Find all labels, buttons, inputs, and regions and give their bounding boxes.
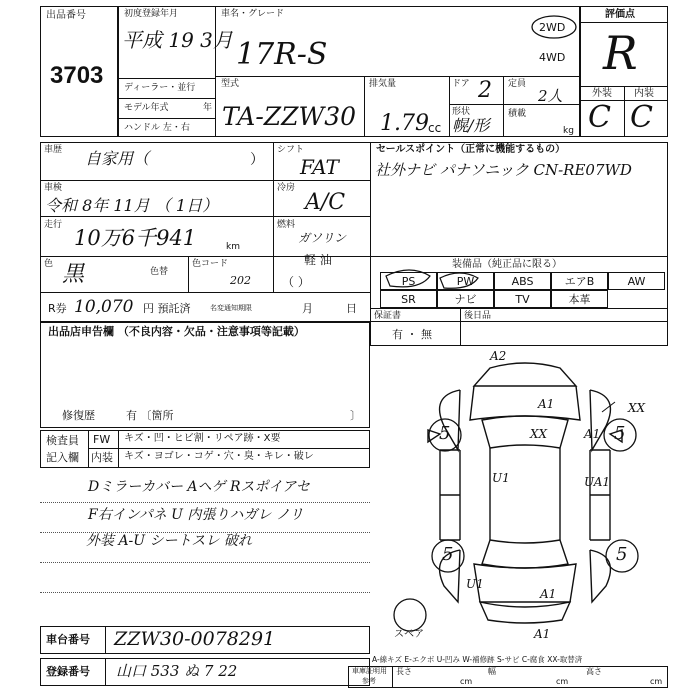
disp-label: 排気量 [369,79,397,89]
tire-rl: 5 [442,544,454,565]
day-label: 日 [346,302,357,315]
shift-value: FAT [300,155,339,179]
dealer-label: ディーラー・並行 [124,83,196,93]
equip-airbag: エアB [551,272,608,290]
ext-value: C [588,100,611,135]
int-inspect-label: 内装 [91,451,113,464]
recycle-label: R券 [48,302,67,315]
history-label: 車歴 [44,145,63,155]
drive-2wd: 2WD [539,21,566,34]
sales-point-label: セールスポイント（正常に機能するもの） [376,144,566,155]
warranty-value: 有 ・ 無 [392,328,432,341]
equip-label: 装備品（純正品に限る） [452,259,562,270]
car-name-value: 17R-S [236,37,328,72]
spare-tire-icon [394,599,426,631]
length-label: 長さ [396,667,412,676]
drive-4wd: 4WD [539,51,566,64]
load-label: 積載 [508,109,527,119]
equip-tv: TV [494,290,551,308]
mark-left-rear: U1 [466,577,484,591]
mileage-unit: km [226,242,240,252]
ac-value: A/C [305,190,346,215]
width-cm: cm [556,677,569,686]
color-value: 黒 [62,262,85,287]
inspector-label: 検査員 [46,434,79,447]
car-diagram [400,350,650,640]
capacity-value: 2人 [538,87,563,105]
mark-rear-bumper: A1 [534,627,551,641]
color-label: 色 [44,259,54,269]
ref-label: 参考 [362,677,376,685]
history-close: ） [250,152,264,168]
type-label: 型式 [221,79,240,89]
recycle-unit: 円 預託済 [143,302,191,315]
ext-label: 外装 [592,88,612,99]
color-code-label: 色コード [192,259,229,269]
mark-right-door: UA1 [584,475,611,489]
lot-number: 3703 [50,62,104,89]
tire-rr: 5 [616,544,628,565]
door-value: 2 [478,78,492,103]
sales-point-value: 社外ナビ パナソニック CN-RE07WD [375,161,632,179]
model-year-label: モデル年式 [124,103,169,113]
lot-label: 出品番号 [46,10,86,21]
fuel-value: ガソリン [298,231,347,245]
color-code-value: 202 [230,274,251,287]
mark-hood: A1 [538,397,555,411]
mark-trunk: A1 [540,587,557,601]
history-value: 自家用（ [85,149,150,168]
disp-value: 1.79 [380,111,429,136]
model-year-unit: 年 [203,103,213,113]
equip-navi: ナビ [437,290,494,308]
recolor-label: 色替 [150,267,169,277]
warranty-label: 保証書 [374,311,402,321]
inspector-label2: 記入欄 [46,451,79,464]
handle-label: ハンドル 左・右 [124,123,190,133]
height-cm: cm [650,677,663,686]
fuel-label: 燃料 [277,220,296,230]
mark-right-mirror: XX [628,401,646,415]
shift-label: シフト [277,145,305,155]
length-cm: cm [460,677,473,686]
reg-year-value: 平成 19 3月 [122,28,233,52]
disp-unit: cc [428,121,442,135]
later-label: 後日品 [464,311,492,321]
note-line-1: Dミラーカバー Aヘゲ Rスポイアセ [88,479,310,495]
registration-value: 山口 533 ぬ 7 22 [116,662,238,680]
grade-value: R [603,26,638,80]
type-value: TA-ZZW30 [222,102,357,131]
reg-year-label: 初度登録年月 [124,9,179,19]
mark-right-fender: A1 [584,427,601,441]
shape-label: 形状 [452,107,471,117]
fuel-light: 軽 油 [304,253,332,267]
mileage-label: 走行 [44,220,63,230]
report-title: 出品店申告欄 （不良内容・欠品・注意事項等記載） [48,325,305,338]
equip-leather: 本革 [551,290,608,308]
legend-text: A-線キズ E-エクボ U-凹み W-補修跡 S-サビ C-腐食 XX-取替済 [372,655,583,664]
fw-label: FW [93,433,111,446]
drive-2wd-circle [530,14,578,40]
repair-label: 修復歴 [62,409,95,422]
equip-ps: PS [380,272,437,290]
tire-fr: 5 [614,423,626,444]
fw-text: キズ・凹・ヒビ割・リペア跡・X要 [124,433,281,444]
spare-label: スペア [394,629,424,640]
equip-abs: ABS [494,272,551,290]
ac-label: 冷房 [277,183,296,193]
equip-sr: SR [380,290,437,308]
mark-left-door: U1 [492,471,510,485]
load-unit: kg [563,126,574,136]
tire-fl: 5 [439,423,451,444]
shape-value: 幌/形 [452,116,490,135]
mark-front-bumper: A2 [490,349,507,363]
name-change-label: 名変通知期限 [210,304,252,312]
chassis-label: 車台番号 [46,633,90,646]
inspect-value: 令和 8年 11月 （ 1日） [45,196,219,215]
chassis-value: ZZW30-0078291 [114,628,276,650]
int-inspect-text: キズ・ヨゴレ・コゲ・穴・臭・キレ・破レ [124,451,314,462]
month-label: 月 [302,302,313,315]
capacity-label: 定員 [508,79,527,89]
proof-label: 車庫証明用 [352,667,387,675]
equip-aw: AW [608,272,665,290]
recycle-value: 10,070 [74,297,134,317]
width-label: 幅 [488,667,496,676]
mark-roof: XX [530,427,548,441]
grade-label: 評価点 [605,9,635,20]
note-line-2: F右インパネ U 内張りハガレ ノリ [88,507,304,523]
door-label: ドア [452,79,470,89]
registration-label: 登録番号 [46,665,90,678]
height-label: 高さ [586,667,602,676]
repair-close: 〕 [350,409,361,422]
int-label: 内装 [634,88,654,99]
repair-value: 有 〔箇所 [126,409,174,422]
equip-circles [380,266,500,298]
int-value: C [630,100,653,135]
fuel-paren: （ ） [282,275,310,289]
inspect-label: 車検 [44,183,63,193]
car-name-label: 車名・グレード [221,9,285,19]
note-line-3: 外装 A-U シートスレ 破れ [86,533,252,549]
equip-pw: PW [437,272,494,290]
mileage-value: 10万6千941 [74,226,197,250]
